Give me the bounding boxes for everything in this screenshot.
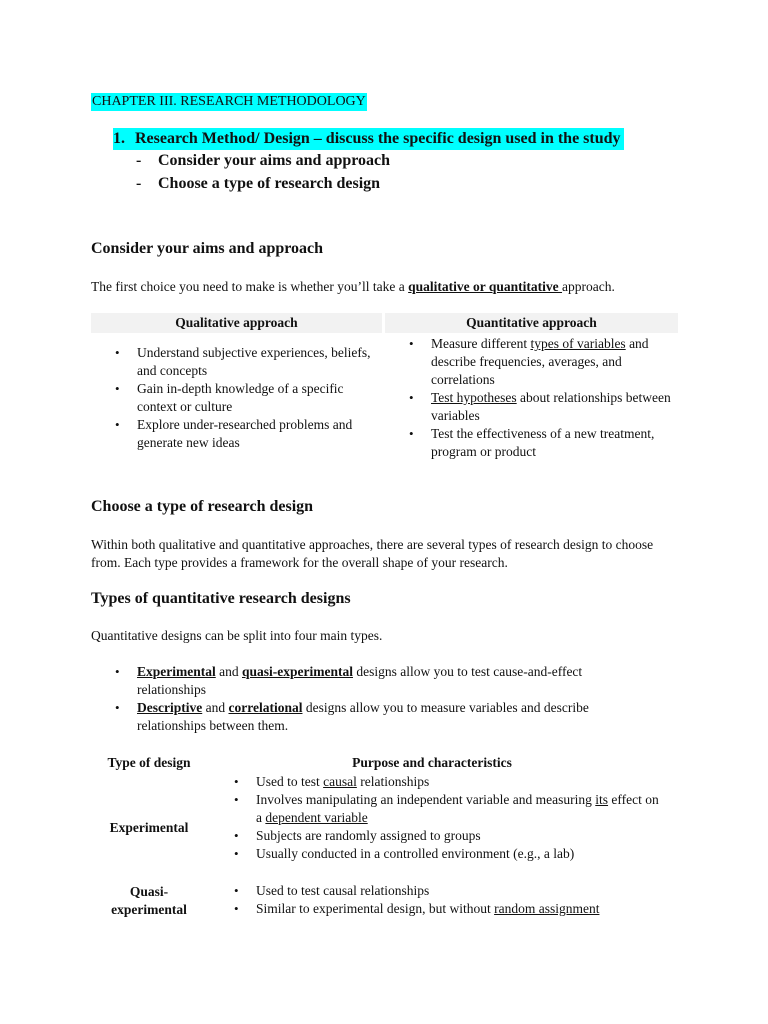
quasi-list <box>232 882 662 918</box>
dash-bullet: - <box>136 175 142 192</box>
section-subitem-2 <box>136 173 380 195</box>
quant-intro: Quantitative designs can be split into four main types. <box>91 628 383 643</box>
list-item: • Understand subjective experiences, beliefs, and concepts <box>113 344 383 380</box>
list-item: • Explore under-researched problems and generate new ideas <box>113 416 383 452</box>
experimental-list <box>232 773 662 863</box>
quasi-experimental-link[interactable]: quasi-experimental <box>242 664 353 679</box>
section-heading <box>113 128 624 150</box>
list-item: • Gain in-depth knowledge of a specific context or culture <box>113 380 383 416</box>
qualitative-header: Qualitative approach <box>91 313 382 333</box>
list-item: • Used to test causal relationships <box>232 882 662 900</box>
quasi-experimental-label <box>93 883 205 919</box>
correlational-link[interactable]: correlational <box>228 700 303 715</box>
quantitative-header: Quantitative approach <box>385 313 678 333</box>
list-item: • Test the effectiveness of a new treatment, program or product <box>407 425 677 461</box>
chapter-title: CHAPTER III. RESEARCH METHODOLOGY <box>92 94 366 109</box>
design-heading: Choose a type of research design <box>91 498 314 515</box>
quantitative-list <box>407 335 677 461</box>
label-line: Quasi- <box>129 884 169 899</box>
intro-text: The first choice you need to make is whether you’ll take a <box>91 279 409 294</box>
its-link[interactable]: its <box>595 792 609 807</box>
experimental-link[interactable]: Experimental <box>137 664 216 679</box>
section-heading-text: Research Method/ Design – discuss the specific design used in the study <box>135 130 621 147</box>
random-assignment-link[interactable]: random assignment <box>494 901 600 916</box>
list-item: • Similar to experimental design, but without random assignment <box>232 900 662 918</box>
list-item: • Descriptive and correlational designs allow you to measure variables and describe relationships between them. <box>113 699 653 735</box>
section-number: 1. <box>113 130 125 147</box>
type-of-design-header: Type of design <box>107 755 191 770</box>
test-hypotheses-link[interactable]: Test hypotheses <box>431 390 517 405</box>
list-item: • Involves manipulating an independent variable and measuring its effect on a dependent variable <box>232 791 662 827</box>
label-line: experimental <box>111 902 187 917</box>
section-subitem-1 <box>136 150 390 172</box>
purpose-header: Purpose and characteristics <box>352 755 512 770</box>
intro-text-end: approach. <box>562 279 615 294</box>
causal-link[interactable]: causal <box>323 774 357 789</box>
subitem-text: Consider your aims and approach <box>158 152 391 169</box>
qualitative-list <box>113 344 383 452</box>
dash-bullet: - <box>136 152 142 169</box>
descriptive-link[interactable]: Descriptive <box>137 700 203 715</box>
qual-quant-link[interactable]: qualitative or quantitative <box>408 279 563 294</box>
types-of-variables-link[interactable]: types of variables <box>530 336 626 351</box>
quant-types-list <box>113 663 653 735</box>
aims-intro <box>91 278 691 296</box>
design-paragraph: Within both qualitative and quantitative approaches, there are several types of research design to choose from. Each type provides a framework for the overall shape of your research. <box>91 537 654 570</box>
list-item: • Subjects are randomly assigned to groups <box>232 827 662 845</box>
list-item: • Experimental and quasi-experimental designs allow you to test cause-and-effect relationships <box>113 663 653 699</box>
experimental-label: Experimental <box>109 820 189 835</box>
list-item: • Used to test causal relationships <box>232 773 662 791</box>
list-item: • Test hypotheses about relationships between variables <box>407 389 677 425</box>
subitem-text: Choose a type of research design <box>158 175 381 192</box>
aims-heading: Consider your aims and approach <box>91 240 324 257</box>
list-item: • Measure different types of variables and describe frequencies, averages, and correlations <box>407 335 677 389</box>
dependent-variable-link[interactable]: dependent variable <box>265 810 368 825</box>
quant-heading: Types of quantitative research designs <box>91 590 351 607</box>
list-item: • Usually conducted in a controlled environment (e.g., a lab) <box>232 845 662 863</box>
